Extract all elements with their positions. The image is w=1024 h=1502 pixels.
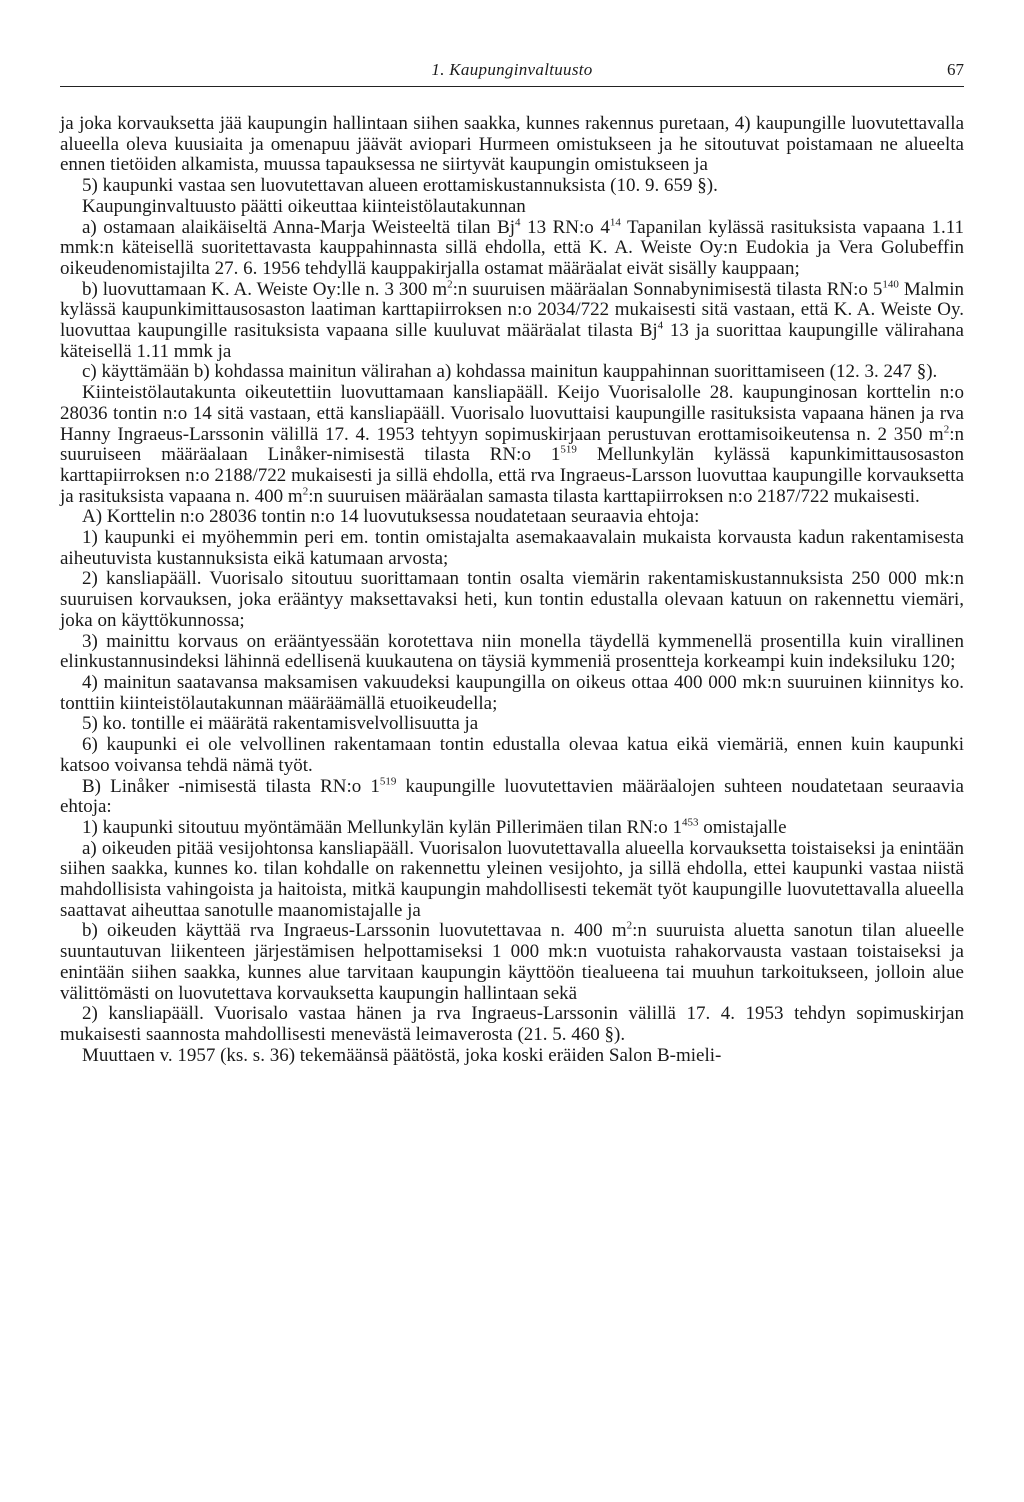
paragraph bbox=[60, 1046, 964, 1067]
running-header bbox=[60, 60, 964, 86]
page-number: 67 bbox=[947, 60, 964, 79]
paragraph bbox=[60, 280, 964, 363]
text-run: kaupungille luovutettavien määräalojen suhteen noudatetaan seuraavia ehtoja: bbox=[60, 775, 964, 818]
text-run: 13 ja suorittaa kaupungille välirahana käteisellä 1.11 mmk ja bbox=[60, 320, 964, 362]
paragraph bbox=[60, 197, 964, 218]
text-run: :n suuruisen määräalan Sonnabynimisestä tilasta RN:o 5 bbox=[452, 278, 883, 300]
text-run: 2) kansliapääll. Vuorisalo sitoutuu suorittamaan tontin osalta viemärin rakentamiskustannuksista 250 000 mk:n suuruisen korvauksen, joka erääntyy maksettavaksi heti, kun tontin edustalla olevaan katuun on rakennettu viemäri, joka on käyttökunnossa; bbox=[60, 568, 964, 631]
superscript: 519 bbox=[379, 775, 397, 788]
text-run: 5) ko. tontille ei määrätä rakentamisvelvollisuutta ja bbox=[82, 713, 479, 735]
text-run: Malmin kylässä kaupunkimittausosaston laatiman karttapiirroksen n:o 2034/722 mukaisesti sitä vastaan, että K. A. Weiste Oy. luovuttaa kaupungille rasituksista vapaana sille kuuluvat määräalat tilasta Bj bbox=[60, 278, 964, 342]
text-run: a) ostamaan alaikäiseltä Anna-Marja Weisteeltä tilan Bj bbox=[82, 216, 516, 238]
paragraph bbox=[60, 735, 964, 776]
paragraph bbox=[60, 362, 964, 383]
chapter-title: 1. Kaupunginvaltuusto bbox=[431, 60, 593, 79]
paragraph bbox=[60, 921, 964, 1004]
superscript: 2 bbox=[447, 278, 453, 291]
text-run: Tapanilan kylässä rasituksista vapaana 1.11 mmk:n käteisellä suoritettavasta kauppahinnasta sillä ehdolla, että K. A. Weiste Oy:n Eudokia ja Vera Golubeffin oikeudenomistajilta 27. 6. 1956 tehdyllä kauppakirjalla ostamat määräalat eivät sisälly kauppaan; bbox=[60, 216, 965, 279]
text-run: :n suuruista aluetta sanotun tilan alueelle suuntautuvan liikenteen järjestämisen helpottamiseksi 1 000 mk:n vuotuista rahakorvausta vastaan toistaiseksi ja enintään siihen saakka, kunnes alue tarvitaan kaupungin käyttöön tiealueena tai muuhun tarkoitukseen, jolloin alue välittömästi on luovutettava korvauksetta kaupungin hallintaan sekä bbox=[60, 920, 965, 1004]
text-run: Kaupunginvaltuusto päätti oikeuttaa kiinteistölautakunnan bbox=[82, 195, 526, 217]
superscript: 4 bbox=[657, 319, 664, 332]
text-run: 4) mainitun saatavansa maksamisen vakuudeksi kaupungilla on oikeus ottaa 400 000 mk:n suuruinen kiinnitys ko. tonttiin kiinteistölautakunnan määräämällä etuoikeudella; bbox=[60, 671, 964, 714]
text-run: 5) kaupunki vastaa sen luovutettavan alueen erottamiskustannuksista (10. 9. 659 §). bbox=[82, 175, 718, 197]
text-run: :n suuruisen määräalan samasta tilasta karttapiirroksen n:o 2187/722 mukaisesti. bbox=[308, 485, 920, 507]
superscript: 453 bbox=[682, 816, 699, 829]
text-run: 13 RN:o 4 bbox=[520, 216, 610, 238]
text-run: A) Korttelin n:o 28036 tontin n:o 14 luovutuksessa noudatetaan seuraavia ehtoja: bbox=[82, 506, 700, 528]
text-run: 1) kaupunki sitoutuu myöntämään Mellunkylän kylän Pillerimäen tilan RN:o 1 bbox=[82, 816, 682, 838]
text-run: b) luovuttamaan K. A. Weiste Oy:lle n. 3 300 m bbox=[82, 278, 448, 300]
superscript: 4 bbox=[515, 216, 521, 229]
text-run: ja joka korvauksetta jää kaupungin hallintaan siihen saakka, kunnes rakennus puretaan, 4) kaupungille luovutettavalla alueella oleva kuusiaita ja omenapuu jäävät aviopari Hurmeen omistukseen ja he sitoutuvat poistamaan ne alueelta ennen tietöiden alkamista, muussa tapauksessa ne siirtyvät kaupungin omistukseen ja bbox=[60, 113, 964, 176]
paragraph bbox=[60, 1004, 964, 1045]
text-run: b) oikeuden käyttää rva Ingraeus-Larssonin luovutettavaa n. 400 m bbox=[82, 920, 627, 942]
text-run: Kiinteistölautakunta oikeutettiin luovuttamaan kansliapääll. Keijo Vuorisalolle 28. kaupunginosan korttelin n:o 28036 tontin n:o 14 sitä vastaan, että kansliapääll. Vuorisalo luovuttaisi kaupungille rasituksista vapaana hänen ja rva Hanny Ingraeus-Larssonin välillä 17. 4. 1953 tehtyyn sopimuskirjaan perustuvan erottamisoikeutensa n. 2 350 m bbox=[60, 382, 964, 445]
superscript: 519 bbox=[560, 443, 577, 456]
paragraph bbox=[60, 383, 964, 507]
text-run: B) Linåker -nimisestä tilasta RN:o 1 bbox=[82, 775, 380, 797]
text-run: 1) kaupunki ei myöhemmin peri em. tontin omistajalta asemakaavalain mukaista korvausta kadun rakentamisesta aiheutuvista kustannuksista eikä katumaan arvosta; bbox=[60, 527, 964, 569]
paragraph bbox=[60, 714, 964, 735]
paragraph bbox=[60, 777, 964, 818]
superscript: 14 bbox=[609, 216, 621, 229]
paragraph bbox=[60, 818, 964, 839]
superscript: 140 bbox=[882, 278, 899, 291]
paragraph bbox=[60, 218, 964, 280]
superscript: 2 bbox=[302, 485, 309, 498]
text-run: Mellunkylän kylässä kapunkimittausosaston karttapiirroksen n:o 2188/722 mukaisesti ja sillä ehdolla, että rva Ingraeus-Larsson luovuttaa kaupungille korvauksetta ja rasituksista vapaana n. 400 m bbox=[60, 444, 965, 507]
superscript: 2 bbox=[626, 920, 633, 933]
text-run: Muuttaen v. 1957 (ks. s. 36) tekemäänsä päätöstä, joka koski eräiden Salon B-mieli- bbox=[82, 1044, 722, 1066]
paragraph bbox=[60, 114, 964, 176]
paragraph bbox=[60, 507, 964, 528]
paragraph bbox=[60, 673, 964, 714]
superscript: 2 bbox=[943, 423, 950, 436]
paragraph bbox=[60, 839, 964, 922]
text-run: :n suuruiseen määräalaan Linåker-nimisestä tilasta RN:o 1 bbox=[60, 423, 964, 466]
paragraph bbox=[60, 528, 964, 569]
text-run: 3) mainittu korvaus on erääntyessään korotettava niin monella täydellä kymmenellä prosentilla kuin virallinen elinkustannusindeksi lähinnä edellisenä kuukautena on täysiä kymmeniä prosentteja korkeampi kuin indeksiluku 120; bbox=[60, 630, 964, 673]
text-run: c) käyttämään b) kohdassa mainitun välirahan a) kohdassa mainitun kauppahinnan suorittamiseen (12. 3. 247 §). bbox=[82, 361, 938, 383]
text-run: a) oikeuden pitää vesijohtonsa kansliapääll. Vuorisalon luovutettavalla alueella korvauksetta toistaiseksi ja enintään siihen saakka, kunnes ko. tilan kohdalle on rakennettu yleinen vesijohto, ja sillä ehdolla, ettei kaupunki vastaa niistä mahdollisista vahingoista ja haitoista, mitkä kaupungin mahdollisesti tekemät työt kaupungille luovutettavalla alueella saattavat aiheuttaa sanotulle maanomistajalle ja bbox=[60, 837, 964, 921]
body-text bbox=[60, 114, 964, 1066]
paragraph bbox=[60, 176, 964, 197]
text-run: omistajalle bbox=[698, 816, 787, 838]
header-rule bbox=[60, 86, 964, 87]
text-run: 6) kaupunki ei ole velvollinen rakentamaan tontin edustalla olevaa katua eikä viemäriä, ennen kuin kaupunki katsoo voivansa tehdä nämä työt. bbox=[60, 734, 964, 776]
paragraph bbox=[60, 632, 964, 673]
paragraph bbox=[60, 569, 964, 631]
text-run: 2) kansliapääll. Vuorisalo vastaa hänen ja rva Ingraeus-Larssonin välillä 17. 4. 1953 tehdyn sopimuskirjan mukaisesti saannosta mahdollisesti menevästä leimaverosta (21. 5. 460 §). bbox=[60, 1003, 964, 1045]
